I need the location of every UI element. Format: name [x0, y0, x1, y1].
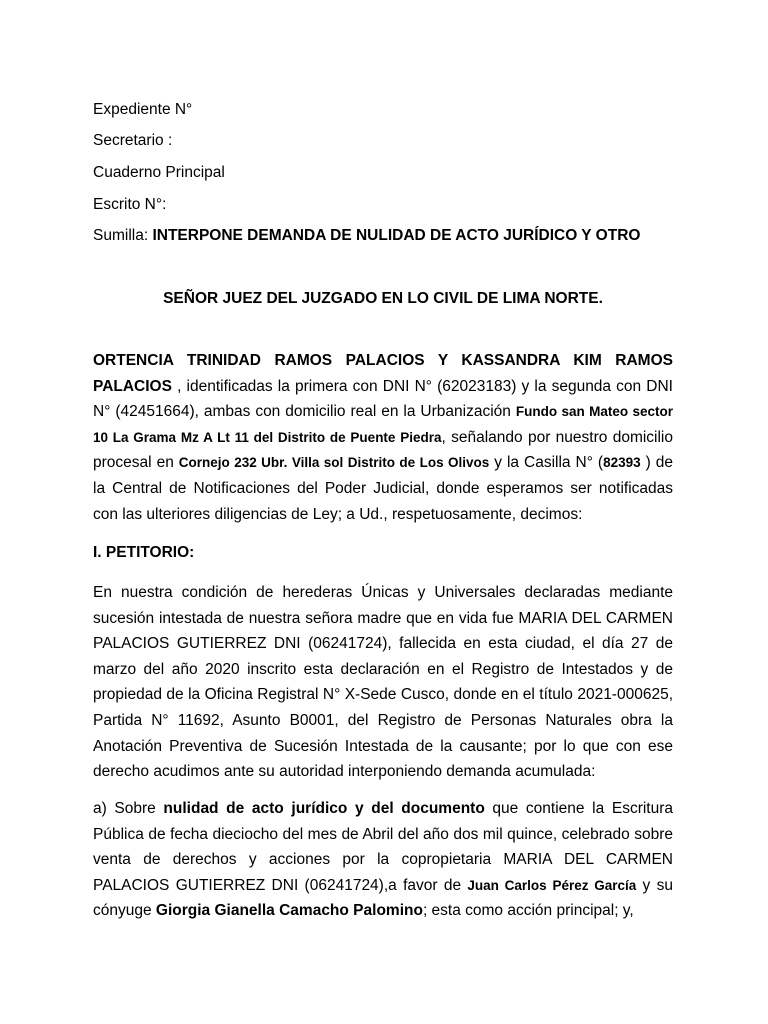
- escrito-field: Escrito N°:: [93, 196, 167, 213]
- nullity-claim: nulidad de acto jurídico y del documento: [163, 800, 485, 817]
- cuaderno-field: Cuaderno Principal: [93, 164, 225, 181]
- spouse-name: Giorgia Gianella Camacho Palomino: [155, 902, 423, 920]
- secretario-field: Secretario :: [93, 132, 173, 149]
- intro-paragraph: ORTENCIA TRINIDAD RAMOS PALACIOS Y KASSANDRA KIM RAMOS PALACIOS , identificadas la primera con DNI N° (62023183) y la segunda con DNI N° (42451664), ambas con domicilio real en la Urbanización Fundo san Mateo sector 10 La Grama Mz A Lt 11 del Distrito de Puente Piedra, señalando por nuestro domicilio procesal en Cornejo 232 Ubr. Villa sol Distrito de Los Olivos y la Casilla N° (82393 ) de la Central de Notificaciones del Poder Judicial, donde esperamos ser notificadas con las ulteriores diligencias de Ley; a Ud., respetuosamente, decimos:: [93, 352, 673, 523]
- casilla-number: 82393: [603, 455, 641, 471]
- procedural-address: Cornejo 232 Ubr. Villa sol Distrito de Los Olivos: [178, 455, 490, 471]
- sumilla-label: Sumilla:: [93, 227, 153, 244]
- expediente-field: Expediente N°: [93, 101, 193, 118]
- buyer-name: Juan Carlos Pérez García: [467, 877, 637, 893]
- petitorio-paragraph-1: En nuestra condición de herederas Únicas y Universales declaradas mediante sucesión intestada de nuestra señora madre que en vida fue MARIA DEL CARMEN PALACIOS GUTIERREZ DNI (06241724), fallecida en esta ciudad, el día 27 de marzo del año 2020 inscrito esta declaración en el Registro de Intestados y de propiedad de la Oficina Registral N° X-Sede Cusco, donde en el título 2021-000625, Partida N° 11692, Asunto B0001, del Registro de Personas Naturales obra la Anotación Preventiva de Sucesión Intestada de la causante; por lo que con ese derecho acudimos ante su autoridad interponiendo demanda acumulada:: [93, 584, 673, 781]
- real-address: Fundo san Mateo sector 10 La Grama Mz A Lt 11 del Distrito de Puente Piedra: [93, 404, 673, 445]
- sumilla-value: INTERPONE DEMANDA DE NULIDAD DE ACTO JURÍDICO Y OTRO: [152, 227, 641, 244]
- section-title-petitorio: I. PETITORIO:: [93, 544, 195, 561]
- sumilla-field: [93, 226, 640, 246]
- addressee-heading: SEÑOR JUEZ DEL JUZGADO EN LO CIVIL DE LIMA NORTE.: [163, 290, 603, 307]
- petitorio-paragraph-a: a) Sobre nulidad de acto jurídico y del documento que contiene la Escritura Pública de fecha dieciocho del mes de Abril del año dos mil quince, celebrado sobre venta de derechos y acciones por la copropietaria MARIA DEL CARMEN PALACIOS GUTIERREZ DNI (06241724),a favor de Juan Carlos Pérez García y su cónyuge Giorgia Gianella Camacho Palomino; esta como acción principal; y,: [93, 800, 674, 920]
- plaintiff-names: ORTENCIA TRINIDAD RAMOS PALACIOS Y KASSANDRA KIM RAMOS PALACIOS: [93, 352, 673, 395]
